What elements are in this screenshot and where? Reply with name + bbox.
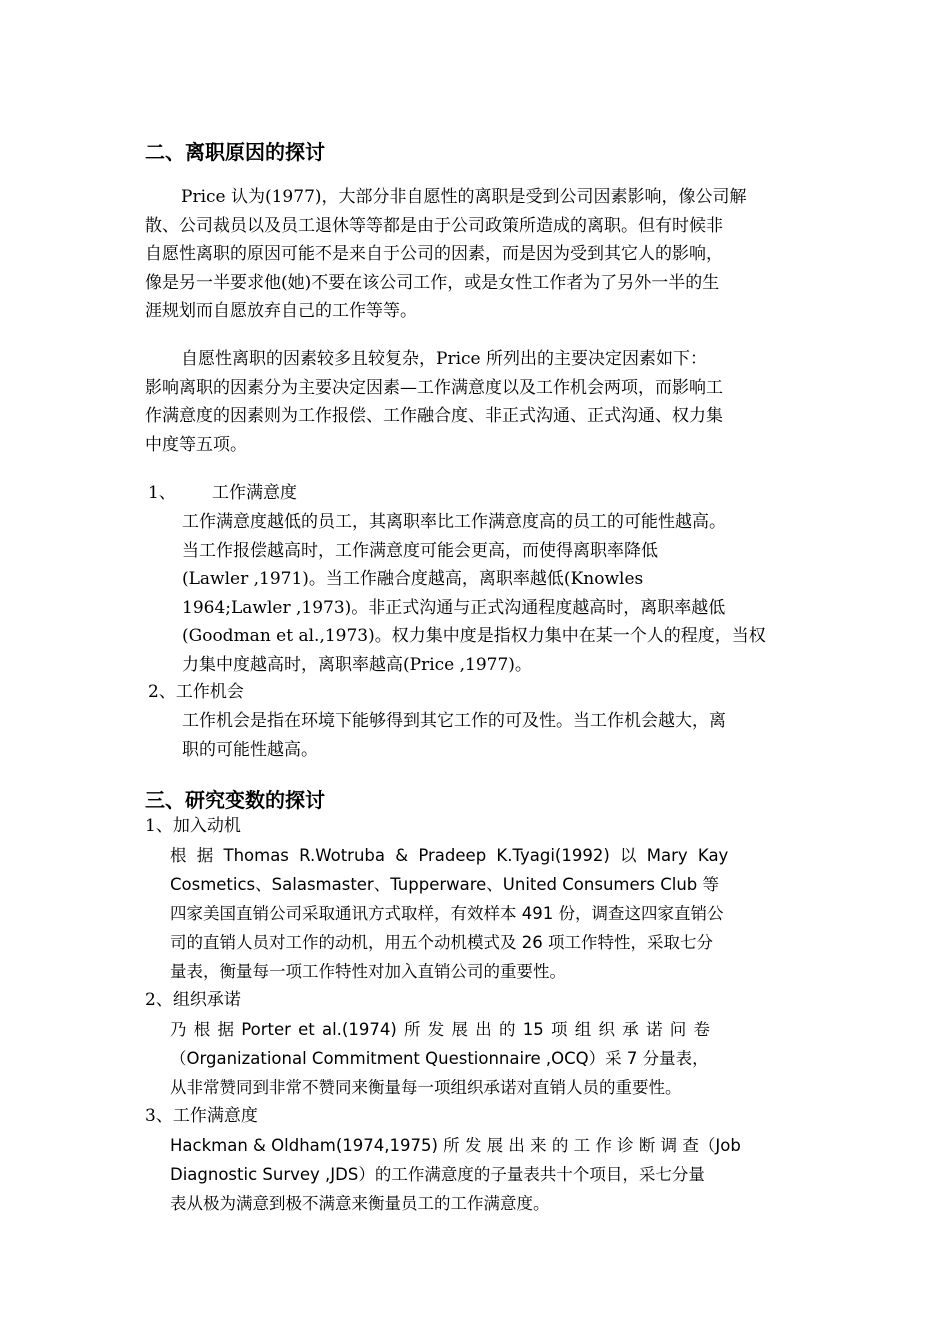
text-line: 自愿性离职的原因可能不是来自于公司的因素，而是因为受到其它人的影响， [145,244,723,264]
list-title-job-opportunity: 2、工作机会 [148,682,244,702]
text-line: (Lawler ,1971)。当工作融合度越高，离职率越低(Knowles [182,569,644,589]
text-line: 影响离职的因素分为主要决定因素—工作满意度以及工作机会两项，而影响工 [145,377,723,398]
subsection-body-motivation [170,841,806,986]
text-line: （Organizational Commitment Questionnaire ,OCQ）采 7 分量表， [170,1049,709,1068]
text-line: 表从极为满意到极不满意来衡量员工的工作满意度。 [170,1194,550,1213]
text-line: Cosmetics、Salasmaster、Tupperware、United Consumers Club 等 [170,875,720,894]
subsection-body-satisfaction [170,1131,806,1218]
subsection-title-motivation: 1、加入动机 [145,816,241,836]
text-line: 从非常赞同到非常不赞同来衡量每一项组织承诺对直销人员的重要性。 [170,1078,682,1097]
text-line: 中度等五项。 [145,434,247,455]
list-body-job-satisfaction [182,508,802,679]
section-heading-2: 二、离职原因的探讨 [145,140,325,164]
text-line: 涯规划而自愿放弃自己的工作等等。 [145,301,417,321]
text-line: (Goodman et al.,1973)。权力集中度是指权力集中在某一个人的程度，当权 [182,626,766,646]
paragraph-price-1977 [145,183,795,326]
section-heading-3: 三、研究变数的探讨 [145,788,325,812]
text-line: 力集中度越高时，离职率越高(Price ,1977)。 [182,654,532,675]
text-line: 司的直销人员对工作的动机，用五个动机模式及 26 项工作特性，采取七分 [170,933,713,952]
text-line: 工作满意度越低的员工，其离职率比工作满意度高的员工的可能性越高。 [182,512,726,532]
list-number-1: 1、 [148,483,176,503]
text-line: 当工作报偿越高时，工作满意度可能会更高，而使得离职率降低 [182,540,658,561]
text-line: 工作机会是指在环境下能够得到其它工作的可及性。当工作机会越大，离 [182,711,726,731]
subsection-body-commitment [170,1015,806,1102]
text-line: Price 认为(1977)，大部分非自愿性的离职是受到公司因素影响，像公司解 [181,187,747,207]
text-line: 量表，衡量每一项工作特性对加入直销公司的重要性。 [170,962,566,981]
list-title-job-satisfaction: 工作满意度 [212,483,297,503]
text-line: 四家美国直销公司采取通讯方式取样，有效样本 491 份，调查这四家直销公 [170,904,724,923]
text-line: 根 据 Thomas R.Wotruba & Pradeep K.Tyagi(1992) 以 Mary Kay [170,846,729,865]
text-line: 1964;Lawler ,1973)。非正式沟通与正式沟通程度越高时，离职率越低 [182,597,726,618]
text-line: Diagnostic Survey ,JDS）的工作满意度的子量表共十个项目，采七分量 [170,1165,705,1184]
text-line: 像是另一半要求他(她)不要在该公司工作，或是女性工作者为了另外一半的生 [145,272,720,293]
paragraph-voluntary-turnover [145,345,805,459]
subsection-title-satisfaction: 3、工作满意度 [145,1106,258,1126]
text-line: 乃 根 据 Porter et al.(1974) 所 发 展 出 的 15 项 组 织 承 诺 问 卷 [170,1020,710,1039]
text-line: 作满意度的因素则为工作报偿、工作融合度、非正式沟通、正式沟通、权力集 [145,406,723,426]
list-body-job-opportunity [182,707,807,764]
text-line: 散、公司裁员以及员工退休等等都是由于公司政策所造成的离职。但有时候非 [145,215,723,236]
text-line: 职的可能性越高。 [182,739,318,760]
text-line: Hackman & Oldham(1974,1975) 所 发 展 出 来 的 工 作 诊 断 调 查（Job [170,1136,741,1155]
text-line: 自愿性离职的因素较多且较复杂，Price 所列出的主要决定因素如下： [181,349,707,369]
subsection-title-commitment: 2、组织承诺 [145,990,241,1010]
